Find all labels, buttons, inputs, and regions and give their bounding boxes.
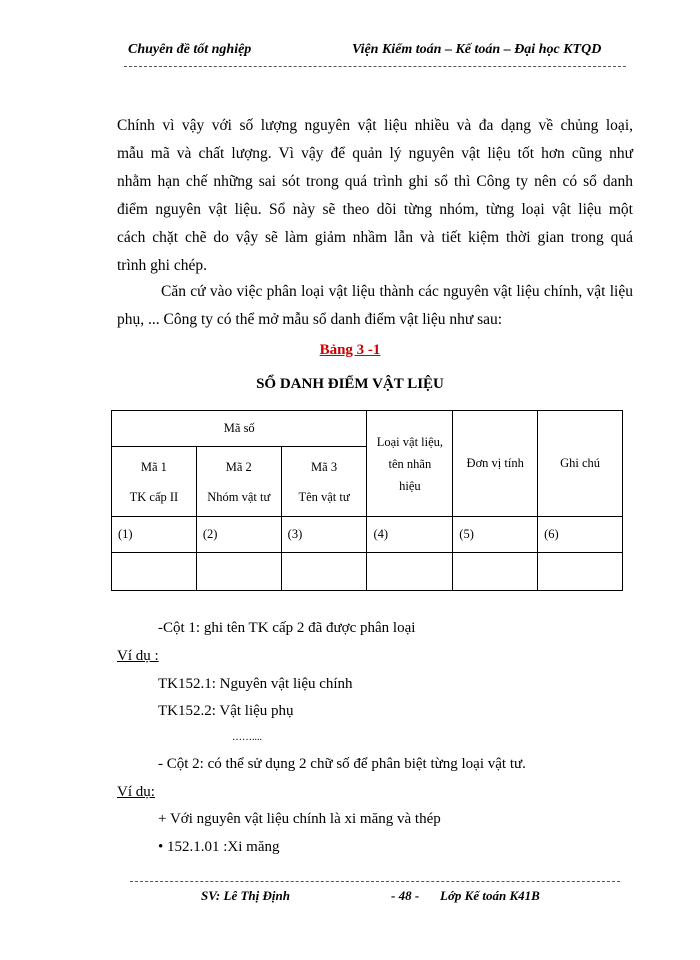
paragraph-line: mẫu mã và chất lượng. Vì vậy để quản lý nguyên vật liệu tốt hơn cũng như <box>117 145 633 162</box>
footer-divider <box>130 881 620 882</box>
paragraph-line: nhằm hạn chế những sai sót trong quá trình ghi sổ thì Công ty nên có sổ danh <box>117 173 633 190</box>
vidu-label-2: Ví dụ: <box>117 784 155 800</box>
note-tk1521: TK152.1: Nguyên vật liệu chính <box>158 676 353 692</box>
col-number: (5) <box>453 517 538 553</box>
empty-cell <box>453 553 538 591</box>
note-cot1: -Cột 1: ghi tên TK cấp 2 đã được phân loại <box>158 620 416 636</box>
paragraph-2 <box>117 278 633 334</box>
footer-page-number: - 48 - <box>391 888 420 903</box>
empty-cell <box>112 553 197 591</box>
col5-header: Đơn vị tính <box>453 411 538 517</box>
paragraph-line: cách chặt chẽ do vậy sẽ làm giảm nhầm lẫn và tiết kiệm thời gian trong quá <box>117 229 633 246</box>
col3-line: Mã 3 <box>311 459 338 474</box>
col1-line: TK cấp II <box>129 489 179 504</box>
ellipsis: …….... <box>232 732 262 743</box>
paragraph-line: trình ghi chép. <box>117 257 207 274</box>
col4-header <box>367 411 453 517</box>
note-bullet: • 152.1.01 :Xi măng <box>158 839 280 855</box>
paragraph-1 <box>117 112 633 280</box>
col6-header: Ghi chú <box>538 411 623 517</box>
footer-class: Lớp Kế toán K41B <box>440 888 540 903</box>
col3-header <box>281 447 367 517</box>
empty-cell <box>538 553 623 591</box>
col-number: (3) <box>281 517 367 553</box>
empty-cell <box>196 553 281 591</box>
table-title: SỔ DANH ĐIỂM VẬT LIỆU <box>256 376 444 392</box>
vidu-label-1: Ví dụ : <box>117 648 159 664</box>
danh-diem-table <box>111 410 623 591</box>
col-number: (6) <box>538 517 623 553</box>
col-number: (2) <box>196 517 281 553</box>
col2-line: Mã 2 <box>225 459 252 474</box>
col4-line: hiệu <box>399 478 421 493</box>
ma-so-header: Mã số <box>112 411 367 447</box>
table-caption: Bảng 3 -1 <box>319 342 381 358</box>
paragraph-line: phụ, ... Công ty có thể mở mẫu sổ danh điểm vật liệu như sau: <box>117 311 503 328</box>
col4-line: tên nhãn <box>388 456 432 471</box>
header-divider <box>124 66 626 67</box>
paragraph-line: điểm nguyên vật liệu. Sổ này sẽ theo dõi từng nhóm, từng loại vật liệu một <box>117 201 633 218</box>
note-cot2: - Cột 2: có thể sử dụng 2 chữ số để phân biệt từng loại vật tư. <box>158 756 526 772</box>
empty-cell <box>367 553 453 591</box>
header-right: Viện Kiểm toán – Kế toán – Đại học KTQD <box>352 42 602 57</box>
col1-line: Mã 1 <box>140 459 167 474</box>
col2-line: Nhóm vật tư <box>207 489 271 504</box>
col3-line: Tên vật tư <box>298 489 350 504</box>
col-number: (4) <box>367 517 453 553</box>
empty-cell <box>281 553 367 591</box>
header-left: Chuyên đề tốt nghiệp <box>128 42 252 57</box>
col4-line: Loại vật liệu, <box>376 434 444 449</box>
paragraph-line: Chính vì vậy với số lượng nguyên vật liệu nhiều và đa dạng về chủng loại, <box>117 117 633 134</box>
col1-header <box>112 447 197 517</box>
footer-author: SV: Lê Thị Định <box>201 888 290 903</box>
col2-header <box>196 447 281 517</box>
col-number: (1) <box>112 517 197 553</box>
note-tk1522: TK152.2: Vật liệu phụ <box>158 703 294 719</box>
note-plus: + Với nguyên vật liệu chính là xi măng và thép <box>158 811 441 827</box>
paragraph-line: Căn cứ vào việc phân loại vật liệu thành các nguyên vật liệu chính, vật liệu <box>161 283 633 300</box>
